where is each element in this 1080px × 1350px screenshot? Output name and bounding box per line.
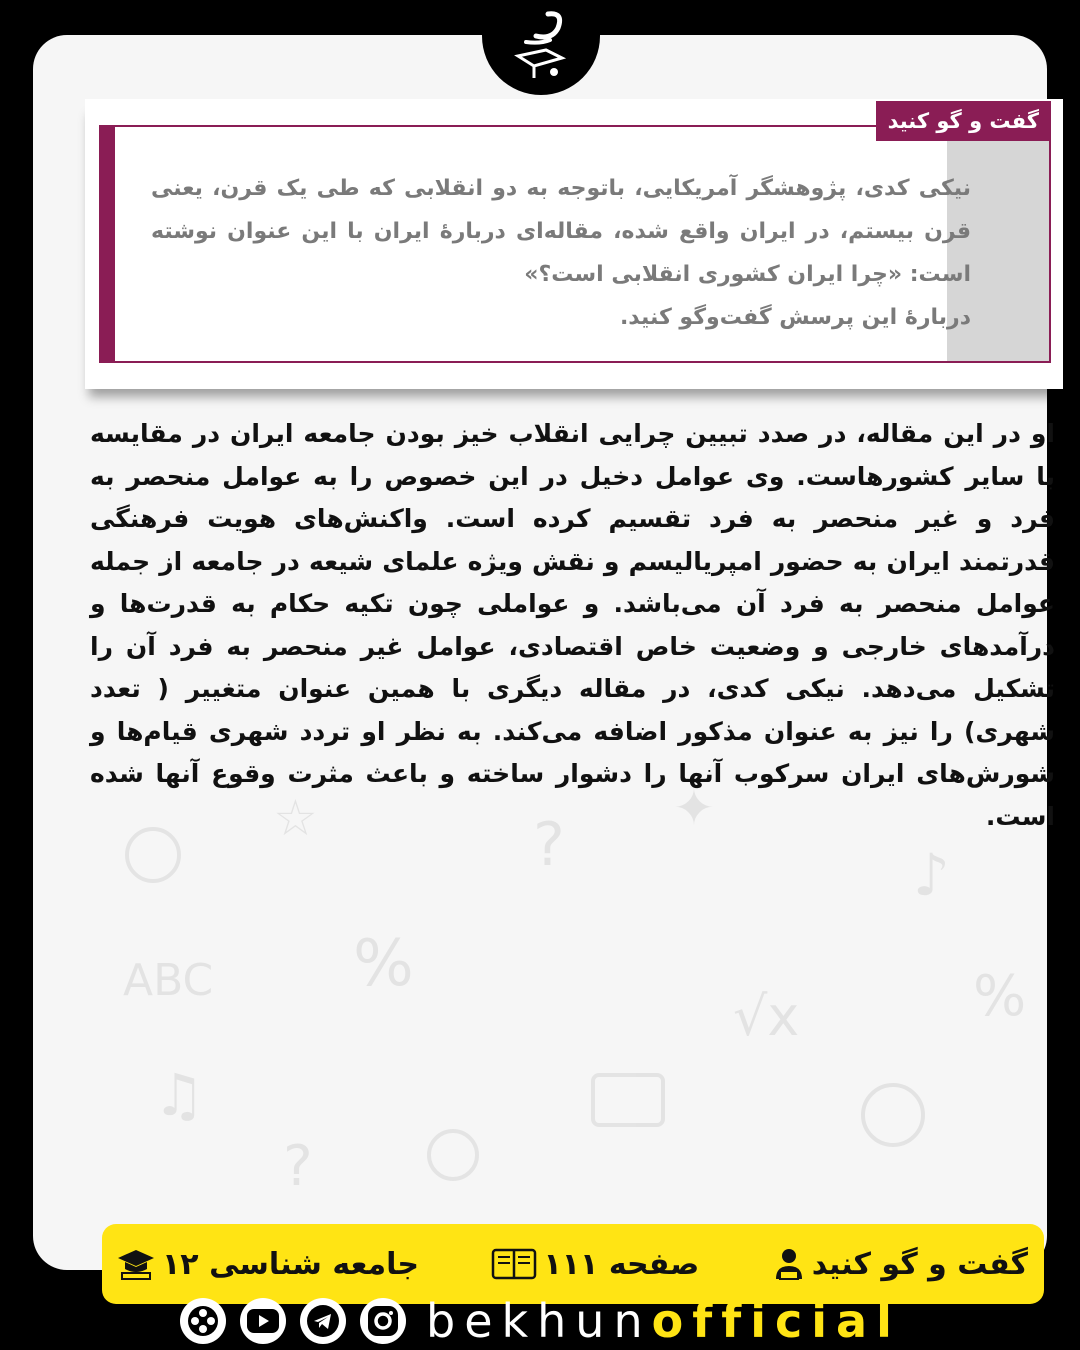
social-bar — [180, 1292, 901, 1350]
textbook-left-bar — [101, 127, 115, 361]
textbook-paragraph: نیکی کدی، پژوهشگر آمریکایی، باتوجه به دو انقلابی که طی یک قرن، یعنی قرن بیستم، در ایران واقع شده، مقاله‌ای دربارهٔ ایران با این عنوان نوشته است: «چرا ایران کشوری انقلابی است؟» — [151, 176, 971, 287]
book-icon — [491, 1247, 537, 1281]
logo-icon — [506, 6, 576, 86]
telegram-icon[interactable] — [300, 1298, 346, 1344]
footer-page-label: صفحه ۱۱۱ — [543, 1246, 700, 1282]
svg-text:?: ? — [283, 1134, 313, 1199]
svg-text:♫: ♫ — [153, 1061, 205, 1129]
textbook-tag: گفت و گو کنید — [876, 101, 1051, 141]
footer-subject — [116, 1247, 419, 1282]
footer-topic — [772, 1247, 1028, 1282]
svg-text:☆: ☆ — [273, 789, 318, 847]
brand-part-2: official — [651, 1294, 901, 1348]
instagram-icon[interactable] — [360, 1298, 406, 1344]
svg-text:%: % — [973, 964, 1027, 1029]
textbook-excerpt — [85, 99, 1063, 389]
teacher-icon — [772, 1247, 806, 1281]
svg-text:♪: ♪ — [913, 841, 951, 909]
svg-text:ABC: ABC — [123, 955, 214, 1006]
answer-text: او در این مقاله، در صدد تبیین چرایی انقلاب خیز بودن جامعه ایران در مقایسه با سایر کشورهاست. وی عوامل دخیل در این خصوص را به عوامل منحصر به فرد و غیر منحصر به فرد تقسیم کرده است. واکنش‌های هویت فرهنگی قدرتمند ایران به حضور امپریالیسم و نقش ویژه علمای شیعه در جامعه از جمله عوامل منحصر به فرد آن می‌باشد. و عواملی چون تکیه حکام به قدرت‌ها و درآمدهای خارجی و وضعیت خاص اقتصادی، عوامل غیر منحصر به فرد آن را تشکیل می‌دهد. نیکی کدی، در مقاله دیگری با همین عنوان متغییر ( تعدد شهری) را نیز به عنوان مذکور اضافه می‌کند. به نظر او تردد شهری قیام‌ها و شورش‌های ایران سرکوب آنها را دشوار ساخته و باعث مثرت وقوع آنها شده است. — [90, 419, 1055, 831]
graduation-cap-icon — [116, 1247, 156, 1281]
footer-subject-label: جامعه شناسی ۱۲ — [162, 1246, 419, 1282]
footer-topic-label: گفت و گو کنید — [811, 1246, 1028, 1282]
textbook-instruction: دربارهٔ این پرسش گفت‌وگو کنید. — [619, 305, 971, 330]
youtube-icon[interactable] — [240, 1298, 286, 1344]
svg-text:?: ? — [533, 810, 565, 880]
svg-text:√x: √x — [733, 985, 800, 1048]
textbook-text — [151, 167, 971, 339]
svg-text:✦: ✦ — [673, 779, 715, 837]
content-card — [33, 35, 1055, 1282]
brand-wordmark — [426, 1294, 901, 1348]
footer-page — [491, 1247, 699, 1282]
svg-text:%: % — [353, 927, 414, 1001]
brand-part-1: bekhun — [426, 1294, 652, 1348]
film-reel-icon[interactable] — [180, 1298, 226, 1344]
